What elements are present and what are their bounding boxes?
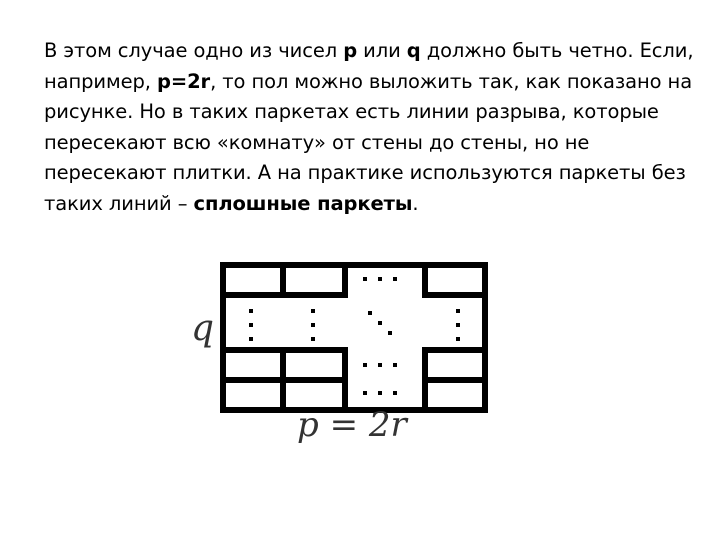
text-segment-4: , то пол можно выложить так, как показано на рисунке. Но в таких паркетах есть линии разрыва, которые пересекают всю «комнату» от стены до стены, но не пересекают плитки. А на практике используются паркеты без таких линий – bbox=[44, 69, 693, 215]
room-border bbox=[223, 265, 485, 410]
variable-p: p bbox=[343, 39, 358, 62]
label-q: q bbox=[191, 308, 215, 349]
text-segment-2: или bbox=[357, 39, 407, 62]
term-solid-parquet: сплошные паркеты bbox=[193, 191, 413, 215]
text-segment-5: . bbox=[412, 191, 419, 215]
variable-q: q bbox=[406, 39, 421, 62]
text-segment-1: В этом случае одно из чисел bbox=[44, 39, 344, 62]
equation-p-2r: p=2r bbox=[156, 69, 211, 93]
text-segment-3: должно быть четно. Если, например, bbox=[44, 39, 694, 93]
label-p-equals-2r: p = 2r bbox=[297, 405, 407, 445]
main-paragraph bbox=[44, 36, 704, 219]
